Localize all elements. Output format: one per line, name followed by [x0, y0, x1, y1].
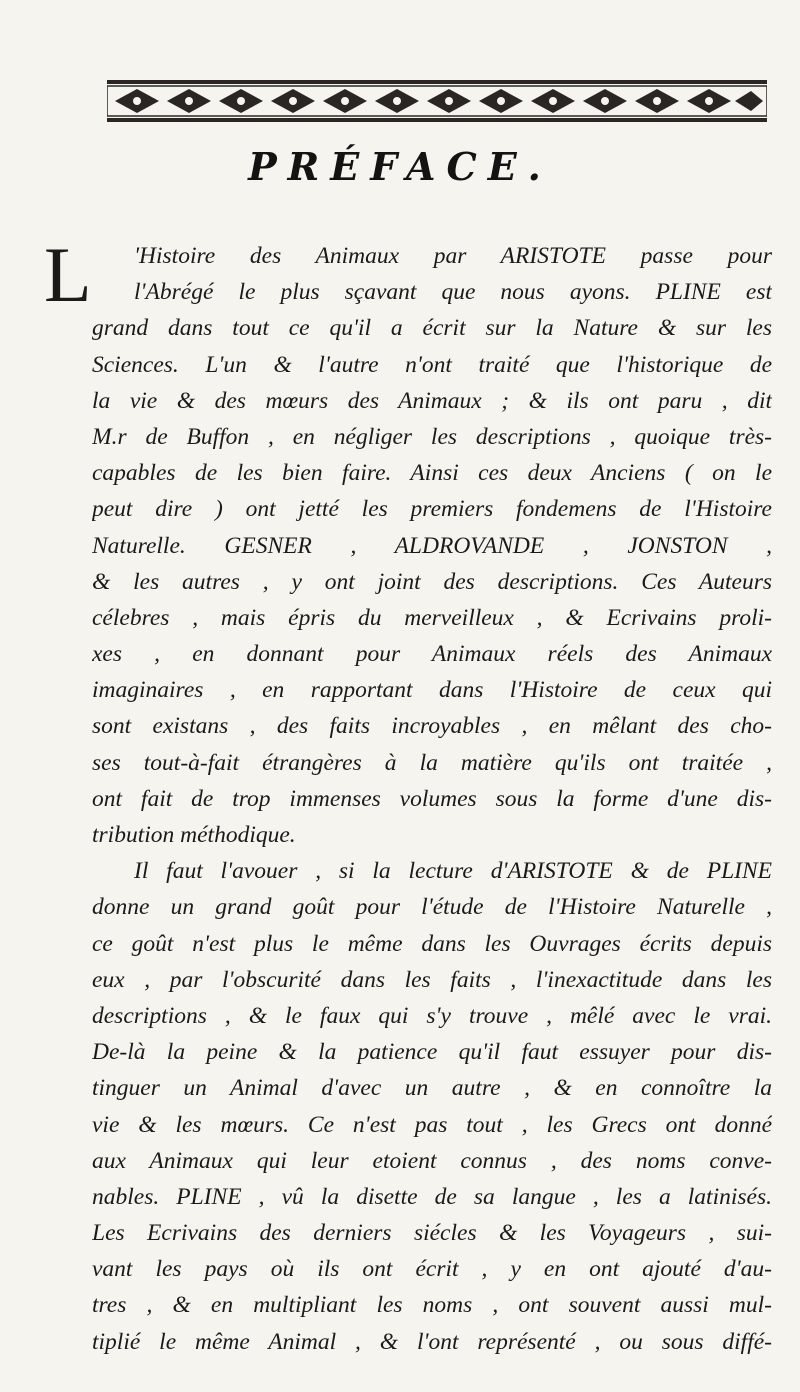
text-line: De-là la peine & la patience qu'il faut essuyer pour dis- [92, 1039, 772, 1066]
text-line: aux Animaux qui leur etoient connus , des noms conve- [92, 1147, 772, 1174]
text-line: tinguer un Animal d'avec un autre , & en connoître la [92, 1075, 772, 1102]
text-line: tiplié le même Animal , & l'ont représenté , ou sous diffé- [92, 1328, 772, 1355]
text-line: & les autres , y ont joint des descriptions. Ces Auteurs [92, 568, 772, 595]
text-line: descriptions , & le faux qui s'y trouve , mêlé avec le vrai. [92, 1002, 772, 1029]
text-line: célebres , mais épris du merveilleux , & Ecrivains proli- [92, 604, 772, 631]
text-line: Sciences. L'un & l'autre n'ont traité que l'historique de [92, 351, 772, 378]
text-line: imaginaires , en rapportant dans l'Histoire de ceux qui [92, 677, 772, 704]
text-line: 'Histoire des Animaux par ARISTOTE passe pour [134, 243, 772, 269]
text-line: capables de les bien faire. Ainsi ces deux Anciens ( on le [92, 460, 772, 487]
text-line: donne un grand goût pour l'étude de l'Histoire Naturelle , [92, 894, 772, 921]
text-line: Les Ecrivains des derniers siécles & les Voyageurs , sui- [92, 1220, 772, 1247]
text-line: vant les pays où ils ont écrit , y en ont ajouté d'au- [92, 1256, 772, 1283]
text-line: la vie & des mœurs des Animaux ; & ils ont paru , dit [92, 387, 772, 414]
drop-cap-initial: L [44, 231, 92, 318]
text-line: nables. PLINE , vû la disette de sa langue , les a latinisés. [92, 1183, 772, 1210]
text-line: l'Abrégé le plus sçavant que nous ayons. PLINE est [134, 279, 772, 306]
text-line: eux , par l'obscurité dans les faits , l'inexactitude dans les [92, 966, 772, 993]
text-line: peut dire ) ont jetté les premiers fondemens de l'Histoire [92, 496, 772, 523]
text-line: M.r de Buffon , en négliger les descriptions , quoique très- [92, 423, 772, 450]
text-line: grand dans tout ce qu'il a écrit sur la Nature & sur les [92, 315, 772, 342]
text-line: Il faut l'avouer , si la lecture d'ARISTOTE & de PLINE [134, 858, 772, 885]
text-line: Naturelle. GESNER , ALDROVANDE , JONSTON , [92, 532, 772, 559]
page-title: PRÉFACE. [248, 144, 552, 189]
text-line: ses tout-à-fait étrangères à la matière qu'ils ont traitée , [92, 749, 772, 776]
text-line: sont existans , des faits incroyables , en mêlant des cho- [92, 713, 772, 740]
text-line: ce goût n'est plus le même dans les Ouvrages écrits depuis [92, 930, 772, 957]
text-line: xes , en donnant pour Animaux réels des Animaux [92, 641, 772, 668]
decorative-headpiece-ornament [107, 78, 767, 124]
preface-text-block [92, 238, 772, 1360]
text-line: ont fait de trop immenses volumes sous la forme d'une dis- [92, 785, 772, 812]
text-line: tribution méthodique. [92, 822, 296, 848]
text-line: vie & les mœurs. Ce n'est pas tout , les Grecs ont donné [92, 1111, 772, 1138]
text-line: tres , & en multipliant les noms , ont souvent aussi mul- [92, 1292, 772, 1319]
